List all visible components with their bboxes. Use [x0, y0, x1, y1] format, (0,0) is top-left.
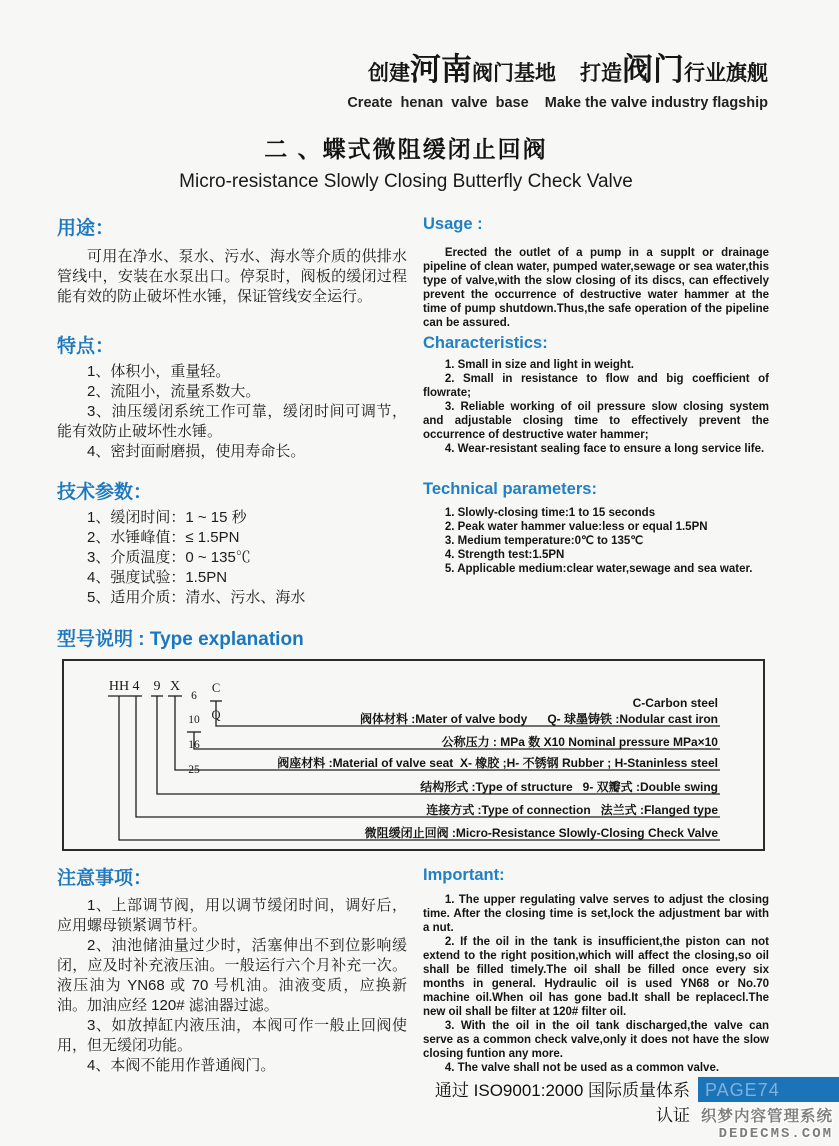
slogan-part: 行业旗舰 [684, 62, 768, 85]
list-item: 25 [188, 764, 200, 777]
features-en-heading: Characteristics: [423, 334, 548, 352]
features-en-list [423, 358, 769, 456]
usage-en-body [423, 246, 769, 330]
list-item: 5. Applicable medium:clear water,sewage and sea water. [444, 563, 753, 575]
list-item: 1、上部调节阀，用以调节缓闭时间，调好后，应用螺母锁紧调节杆。 [57, 897, 407, 934]
list-item: Q [211, 707, 221, 722]
watermark [701, 1104, 833, 1142]
code-hh: HH [108, 679, 130, 694]
watermark-en: DEDECMS.COM [718, 1126, 833, 1142]
iso-certification-text: 通过 ISO9001:2000 国际质量体系认证 [434, 1081, 690, 1125]
page-title-cn: 二 、蝶式微阻缓闭止回阀 [264, 136, 548, 162]
list-item: 1、缓闭时间：1 ~ 15 秒 [87, 509, 247, 526]
tech-en-heading: Technical parameters: [423, 480, 597, 498]
slogan-part: 阀门基地 [472, 62, 556, 85]
label-nominal-pressure: 公称压力 : MPa 数 X10 Nominal pressure MPa×10 [441, 735, 718, 749]
list-item: 1. Small in size and light in weight. [444, 359, 634, 371]
list-item: 2. Peak water hammer value:less or equal 1.5PN [444, 521, 708, 533]
code-x: X [169, 679, 181, 694]
notes-cn-heading: 注意事项： [57, 868, 153, 889]
usage-cn-heading: 用途： [57, 218, 115, 239]
label-connection-type: 连接方式 :Type of connection 法兰式 :Flanged type [426, 803, 718, 817]
list-item: 4、密封面耐磨损，使用寿命长。 [87, 443, 306, 460]
slogan-part: 打造 [580, 62, 622, 85]
tech-cn-heading: 技术参数： [57, 482, 153, 503]
features-cn-heading: 特点： [57, 336, 115, 357]
list-item: C [211, 680, 221, 695]
slogan-part-large: 阀门 [622, 52, 684, 87]
list-item: 10 [188, 714, 200, 727]
notes-en-heading: Important: [423, 866, 505, 884]
type-explanation-diagram [62, 659, 765, 851]
code-9: 9 [153, 679, 161, 694]
list-item: 3、油压缓闭系统工作可靠，缓闭时间可调节，能有效防止破坏性水锤。 [57, 403, 407, 440]
list-item: 2、油池储油量过少时，活塞伸出不到位影响缓闭，应及时补充液压油。一般运行六个月补充一次。液压油为 YN68 或 70 号机油。油液变质，应换新油。加油应经 120# 滤油器过滤。 [57, 937, 407, 1014]
list-item: 4. Wear-resistant sealing face to ensure a long service life. [444, 443, 765, 455]
features-cn-list [57, 362, 407, 462]
label-valve-body-material: 阀体材料 :Mater of valve body Q- 球墨铸铁 :Nodular cast iron [359, 712, 718, 726]
watermark-cn: 织梦内容管理系统 [700, 1108, 833, 1125]
list-item: 3. Medium temperature:0℃ to 135℃ [444, 535, 644, 547]
list-item: 3. With the oil in the oil tank discharged,the valve can serve as a common check valve,only it does not have the slow closing funtion any more. [423, 1020, 769, 1060]
tech-en-list [423, 506, 769, 576]
list-item: 4. Strength test:1.5PN [444, 549, 565, 561]
list-item: 1. Slowly-closing time:1 to 15 seconds [444, 507, 656, 519]
usage-cn-body [57, 247, 407, 307]
notes-en-list [423, 893, 769, 1075]
list-item: 4. The valve shall not be used as a common valve. [444, 1062, 720, 1074]
usage-en-heading: Usage : [423, 215, 483, 233]
page-number: PAGE74 [705, 1080, 780, 1100]
slogan-part: 创建 [368, 62, 410, 85]
notes-cn-list [57, 896, 407, 1076]
slogan-part-large: 河南 [410, 52, 472, 87]
code-pressure-options [184, 678, 204, 789]
list-item: 3、如放掉缸内液压油，本阀可作一般止回阀使用，但无缓闭功能。 [57, 1017, 407, 1054]
paragraph: 可用在净水、泵水、污水、海水等介质的供排水管线中，安装在水泵出口。停泵时，阀板的缓闭过程能有效的防止破坏性水锤，保证管线安全运行。 [57, 248, 407, 305]
list-item: 3、介质温度：0 ~ 135℃ [87, 549, 251, 566]
list-item: 5、适用介质：清水、污水、海水 [87, 589, 306, 606]
list-item: 4、强度试验：1.5PN [87, 569, 228, 586]
list-item: 2. If the oil in the tank is insufficient,the piston can not extend to the right position,which will affect the closing,so oil shall be filled timely.The oil shall be filled once every six months in general. Hydraulic oil is used YN68 or No.70 machine oil.When oil has gone bad.It shall be replacecl.The new oil shall be filter at 120# filter oil. [423, 936, 769, 1018]
code-4: 4 [132, 679, 140, 694]
label-seat-material: 阀座材料 :Material of valve seat X- 橡胶 ;H- 不锈钢 Rubber ; H-Staninless steel [277, 756, 718, 770]
label-valve-name: 微阻缓闭止回阀 :Micro-Resistance Slowly-Closing Check Valve [364, 826, 718, 840]
slogan-english: Create henan valve base Make the valve industry flagship [347, 95, 768, 111]
code-material-options [206, 668, 226, 735]
list-item: 3. Reliable working of oil pressure slow closing system and adjustable closing time to effectively prevent the occurrence of destructive water hammer; [423, 401, 769, 441]
tech-cn-list [57, 508, 407, 608]
list-item: 1、体积小，重量轻。 [87, 363, 231, 380]
list-item: 6 [191, 689, 197, 702]
list-item: 1. The upper regulating valve serves to adjust the closing time. After the closing time is set,lock the adjustment bar with a nut. [423, 894, 769, 934]
list-item: 4、本阀不能用作普通阀门。 [87, 1057, 276, 1074]
slogan-chinese [330, 52, 768, 94]
page-title-block [0, 131, 812, 193]
list-item: 2、水锤峰值：≤ 1.5PN [87, 529, 240, 546]
page-number-badge [698, 1077, 839, 1102]
paragraph: Erected the outlet of a pump in a supplt or drainage pipeline of clean water, pumped water,sewage or sea water,this type of valve,with the slow closing of its discs, can effectively prevent the occurrence of destructive water hammer at the time of pump shutdown.Thus,the safe operation of the pipeline can be assured. [423, 247, 769, 329]
type-explanation-heading: 型号说明 : Type explanation [57, 629, 304, 650]
label-carbon-steel: C-Carbon steel [632, 696, 718, 710]
list-item: 2. Small in resistance to flow and big coefficient of flowrate; [423, 373, 769, 399]
list-item: 2、流阻小，流量系数大。 [87, 383, 261, 400]
list-item: 16 [188, 739, 200, 752]
page-title-en: Micro-resistance Slowly Closing Butterfly Check Valve [179, 171, 633, 192]
label-structure-type: 结构形式 :Type of structure 9- 双瓣式 :Double swing [420, 780, 718, 794]
header-slogan [330, 52, 768, 111]
